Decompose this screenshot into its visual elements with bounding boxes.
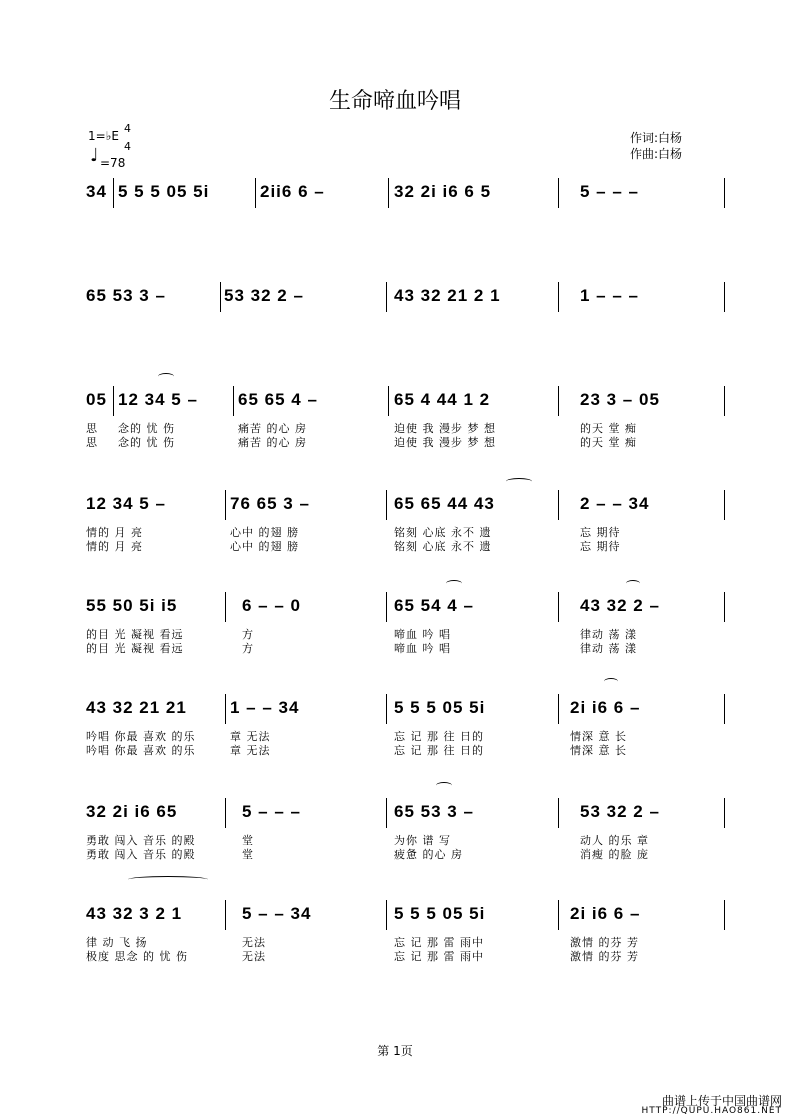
measure-notes: 5 – – – [580, 182, 639, 201]
lyric-text: 铭刻 心底 永不 遗 [394, 540, 492, 553]
barline [233, 386, 234, 416]
time-signature-bottom: 4 [124, 140, 131, 153]
measure-notes: 65 65 4 – [238, 390, 318, 409]
barline [386, 282, 387, 312]
barline [225, 694, 226, 724]
lyric-text: 迫使 我 漫步 梦 想 [394, 436, 496, 449]
score-system [0, 178, 790, 208]
slur-mark [604, 678, 618, 685]
lyric-text: 情的 月 亮 [86, 526, 143, 539]
lyric-text: 章 无法 [230, 730, 271, 743]
lyric-text: 疲惫 的心 房 [394, 848, 463, 861]
time-signature-top: 4 [124, 122, 131, 135]
lyric-text: 律动 荡 漾 [580, 628, 637, 641]
lyric-text: 吟唱 你最 喜欢 的乐 [86, 730, 196, 743]
barline [724, 178, 725, 208]
slur-mark [436, 782, 452, 789]
measure-notes: 32 2i i6 6 5 [394, 182, 492, 201]
lyric-text: 心中 的翅 膀 [230, 540, 299, 553]
measure-notes: 1 – – 34 [230, 698, 300, 717]
measure-notes: 2ii6 6 – [260, 182, 325, 201]
measure-notes: 43 32 21 2 1 [394, 286, 501, 305]
slur-mark [446, 580, 462, 587]
barline [558, 386, 559, 416]
lyric-text: 铭刻 心底 永不 遗 [394, 526, 492, 539]
barline [386, 694, 387, 724]
measure-notes: 5 5 5 05 5i [394, 698, 486, 717]
slur-mark [128, 876, 208, 883]
lyric-text: 迫使 我 漫步 梦 想 [394, 422, 496, 435]
lyric-text: 心中 的翅 膀 [230, 526, 299, 539]
barline [225, 592, 226, 622]
barline [558, 490, 559, 520]
barline [386, 900, 387, 930]
measure-notes: 5 5 5 05 5i [118, 182, 210, 201]
lyric-text: 方 [242, 642, 254, 655]
lyric-text: 勇敢 闯入 音乐 的殿 [86, 834, 196, 847]
measure-notes: 53 32 2 – [580, 802, 660, 821]
measure-notes: 2 – – 34 [580, 494, 650, 513]
page-title: 生命啼血吟唱 [328, 89, 461, 114]
barline [386, 490, 387, 520]
score-system [0, 386, 790, 416]
measure-notes: 65 53 3 – [86, 286, 166, 305]
measure-notes: 65 4 44 1 2 [394, 390, 491, 409]
lyric-text: 律动 荡 漾 [580, 642, 637, 655]
lyric-text: 念的 忧 伤 [118, 436, 175, 449]
lyric-text: 忘 记 那 雷 雨中 [394, 936, 484, 949]
lyric-text: 吟唱 你最 喜欢 的乐 [86, 744, 196, 757]
lyric-text: 啼血 吟 唱 [394, 642, 451, 655]
barline [724, 592, 725, 622]
lyric-text: 为你 谱 写 [394, 834, 451, 847]
barline [558, 282, 559, 312]
barline [255, 178, 256, 208]
measure-notes: 65 54 4 – [394, 596, 474, 615]
barline [558, 900, 559, 930]
barline [558, 694, 559, 724]
lyric-text: 方 [242, 628, 254, 641]
measure-notes: 43 32 3 2 1 [86, 904, 183, 923]
barline [724, 282, 725, 312]
measure-notes: 65 65 44 43 [394, 494, 495, 513]
lyric-text: 消瘦 的脸 庞 [580, 848, 649, 861]
lyric-text: 思 [86, 436, 98, 449]
lyric-text: 律 动 飞 扬 [86, 936, 148, 949]
lyric-text: 章 无法 [230, 744, 271, 757]
measure-notes: 5 – – 34 [242, 904, 312, 923]
tempo: =78 [100, 156, 126, 170]
measure-notes: 55 50 5i i5 [86, 596, 178, 615]
lyric-text: 激情 的芬 芳 [570, 936, 639, 949]
lyric-text: 痛苦 的心 房 [238, 422, 307, 435]
measure-notes: 2i i6 6 – [570, 698, 641, 717]
lyric-text: 念的 忧 伤 [118, 422, 175, 435]
barline [724, 900, 725, 930]
measure-notes: 32 2i i6 65 [86, 802, 178, 821]
measure-notes: 05 [86, 390, 107, 409]
lyric-text: 的目 光 凝视 看远 [86, 628, 184, 641]
composer: 作曲:白杨 [630, 147, 683, 161]
measure-notes: 65 53 3 – [394, 802, 474, 821]
measure-notes: 34 [86, 182, 107, 201]
lyricist: 作词:白杨 [630, 131, 683, 145]
lyric-text: 情深 意 长 [570, 730, 627, 743]
barline [225, 798, 226, 828]
lyric-text: 情深 意 长 [570, 744, 627, 757]
measure-notes: 12 34 5 – [86, 494, 166, 513]
lyric-text: 堂 [242, 848, 254, 861]
lyric-text: 的天 堂 痴 [580, 422, 637, 435]
score-system [0, 490, 790, 520]
lyric-text: 忘 期待 [580, 540, 621, 553]
barline [724, 386, 725, 416]
lyric-text: 动人 的乐 章 [580, 834, 649, 847]
lyric-text: 堂 [242, 834, 254, 847]
barline [388, 178, 389, 208]
slur-mark [506, 478, 532, 485]
barline [724, 694, 725, 724]
barline [225, 490, 226, 520]
lyric-text: 的目 光 凝视 看远 [86, 642, 184, 655]
quarter-note-icon: ♩ [90, 145, 99, 166]
lyric-text: 啼血 吟 唱 [394, 628, 451, 641]
barline [558, 178, 559, 208]
measure-notes: 5 – – – [242, 802, 301, 821]
measure-notes: 5 5 5 05 5i [394, 904, 486, 923]
measure-notes: 76 65 3 – [230, 494, 310, 513]
score-system [0, 592, 790, 622]
barline [225, 900, 226, 930]
slur-mark [626, 580, 640, 587]
lyric-text: 忘 记 那 往 日的 [394, 744, 484, 757]
measure-notes: 43 32 21 21 [86, 698, 187, 717]
barline [220, 282, 221, 312]
site-url: HTTP://QUPU.HAO861.NET [641, 1106, 782, 1116]
measure-notes: 12 34 5 – [118, 390, 198, 409]
barline [113, 386, 114, 416]
barline [558, 592, 559, 622]
barline [724, 798, 725, 828]
score-system [0, 694, 790, 724]
lyric-text: 忘 记 那 往 日的 [394, 730, 484, 743]
barline [386, 592, 387, 622]
score-system [0, 282, 790, 312]
lyric-text: 的天 堂 痴 [580, 436, 637, 449]
measure-notes: 1 – – – [580, 286, 639, 305]
barline [558, 798, 559, 828]
slur-mark [158, 373, 174, 380]
score-system [0, 798, 790, 828]
measure-notes: 23 3 – 05 [580, 390, 660, 409]
lyric-text: 痛苦 的心 房 [238, 436, 307, 449]
lyric-text: 情的 月 亮 [86, 540, 143, 553]
lyric-text: 激情 的芬 芳 [570, 950, 639, 963]
measure-notes: 6 – – 0 [242, 596, 301, 615]
key-signature: 1=♭E [88, 129, 119, 143]
measure-notes: 53 32 2 – [224, 286, 304, 305]
lyric-text: 忘 记 那 雷 雨中 [394, 950, 484, 963]
lyric-text: 无法 [242, 936, 266, 949]
site-credit: 曲谱上传于中国曲谱网 [661, 1094, 782, 1108]
barline [113, 178, 114, 208]
lyric-text: 勇敢 闯入 音乐 的殿 [86, 848, 196, 861]
score-system [0, 900, 790, 930]
measure-notes: 2i i6 6 – [570, 904, 641, 923]
lyric-text: 极度 思念 的 忧 伤 [86, 950, 188, 963]
lyric-text: 忘 期待 [580, 526, 621, 539]
barline [386, 798, 387, 828]
measure-notes: 43 32 2 – [580, 596, 660, 615]
lyric-text: 无法 [242, 950, 266, 963]
page-number: 第 1页 [377, 1044, 413, 1058]
barline [388, 386, 389, 416]
lyric-text: 思 [86, 422, 98, 435]
barline [724, 490, 725, 520]
